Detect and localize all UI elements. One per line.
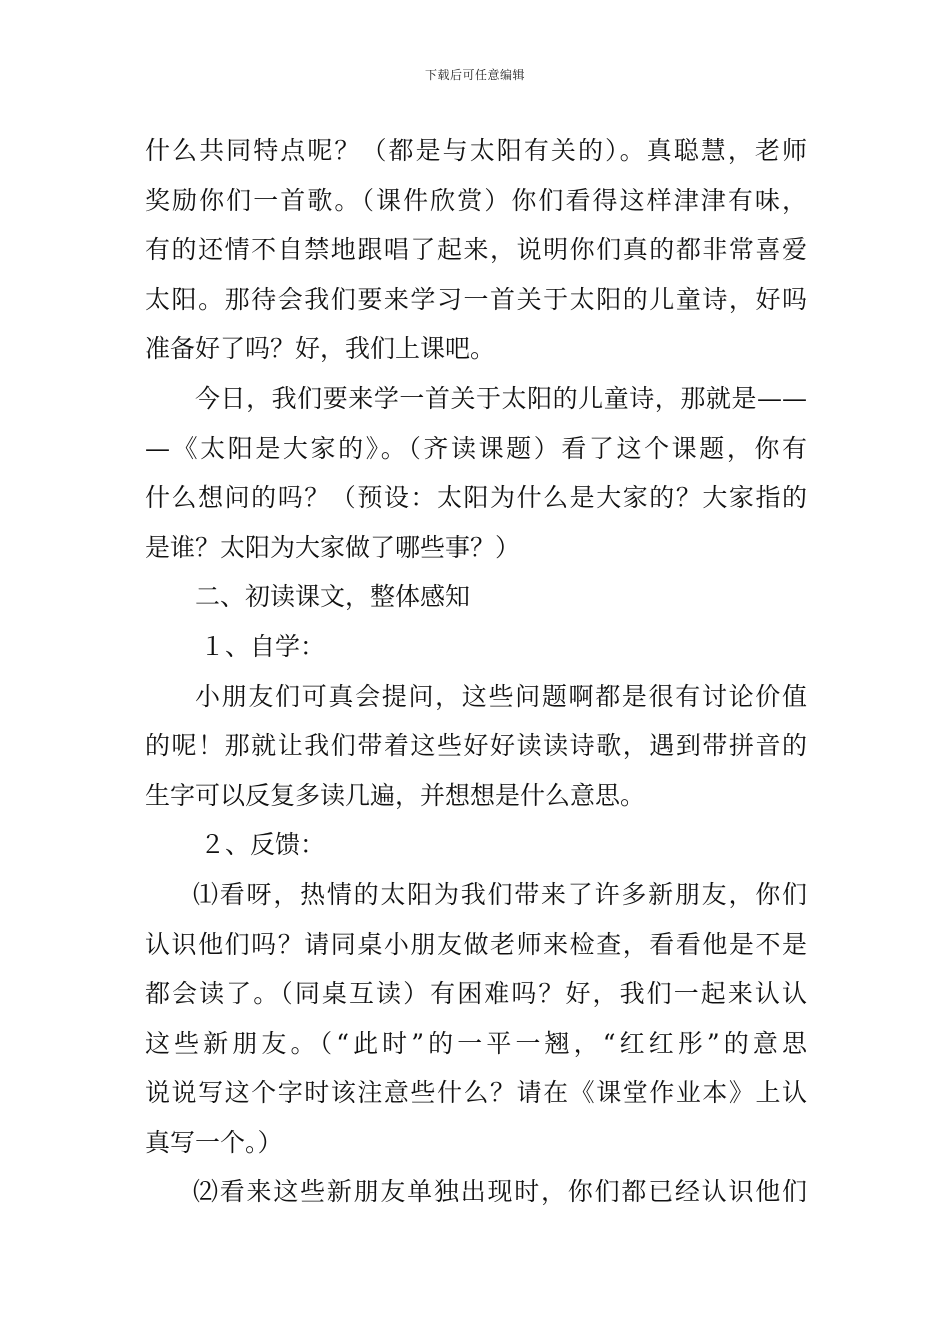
text-line: 这些新朋友。（“此时”的一平一翘，“红红彤”的意思 [145,1028,807,1058]
text-line: ⑴看呀，热情的太阳为我们带来了许多新朋友，你们 [193,879,807,909]
text-line: 生字可以反复多读几遍，并想想是什么意思。 [145,780,646,810]
subsection-heading: １、自学： [200,631,326,661]
subsection-heading: ２、反馈： [200,830,326,860]
text-line: 都会读了。（同桌互读）有困难吗？好，我们一起来认认 [145,979,807,1009]
text-line: 说说写这个字时该注意些什么？请在《课堂作业本》上认 [145,1078,807,1108]
text-line: —《太阳是大家的》。（齐读课题）看了这个课题，你有 [145,433,807,463]
text-line: 什么想问的吗？（预设：太阳为什么是大家的？大家指的 [145,483,807,513]
text-line: ⑵看来这些新朋友单独出现时，你们都已经认识他们 [193,1177,807,1207]
text-line: 什么共同特点呢？（都是与太阳有关的）。真聪慧，老师 [145,136,807,165]
section-heading: 二、初读课文，整体感知 [195,582,471,612]
text-line: 准备好了吗？好，我们上课吧。 [145,334,496,364]
text-line: 的呢！那就让我们带着这些好好读读诗歌，遇到带拼音的 [145,731,807,761]
text-line: 认识他们吗？请同桌小朋友做老师来检查，看看他是不是 [145,929,807,959]
text-line: 是谁？太阳为大家做了哪些事？） [145,532,521,562]
text-line: 今日，我们要来学一首关于太阳的儿童诗，那就是—— [195,383,807,413]
text-line: 有的还情不自禁地跟唱了起来，说明你们真的都非常喜爱 [145,235,807,265]
text-line: 真写一个。） [145,1127,283,1157]
header-note: 下载后可任意编辑 [424,68,525,82]
text-line: 小朋友们可真会提问，这些问题啊都是很有讨论价值 [195,681,807,711]
text-line: 奖励你们一首歌。（课件欣赏）你们看得这样津津有味， [145,185,807,215]
body-text [145,126,807,1217]
text-line: 太阳。那待会我们要来学习一首关于太阳的儿童诗，好吗 [145,284,807,314]
